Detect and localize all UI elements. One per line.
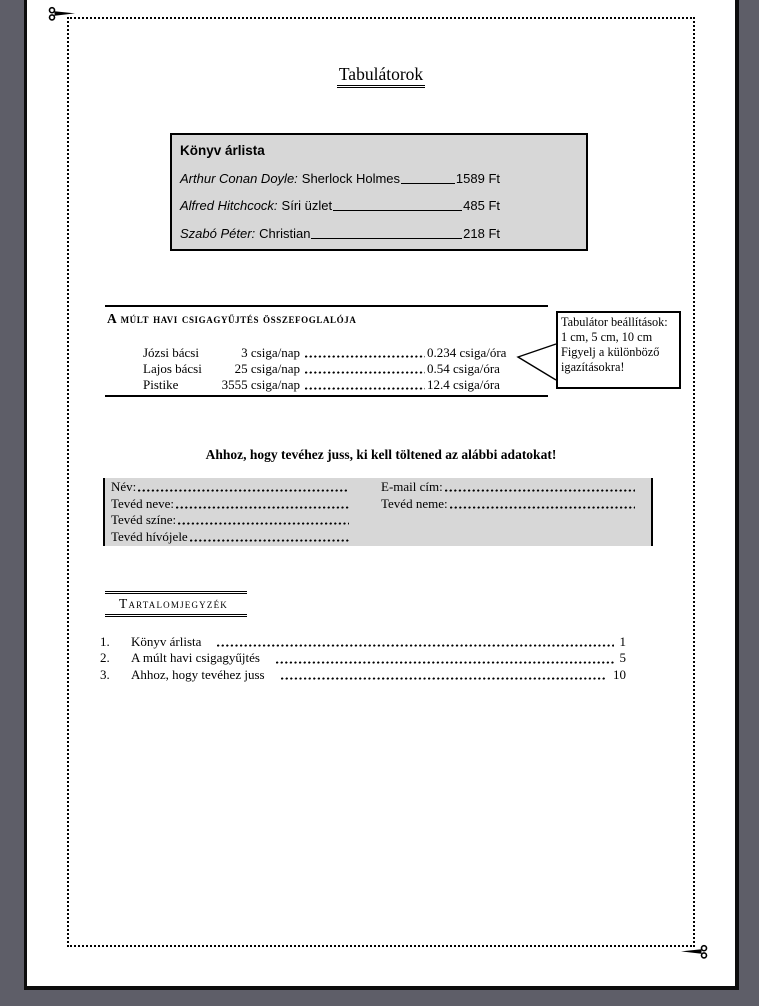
book-title: Sherlock Holmes xyxy=(301,170,401,186)
tab-underscore-leader xyxy=(400,171,456,186)
tab-dot-leader xyxy=(443,479,637,495)
toc-entry-number: 3. xyxy=(100,666,110,682)
book-row xyxy=(180,198,500,213)
snail-summary-section xyxy=(105,305,548,397)
data-form-box xyxy=(103,478,653,546)
tab-dot-leader xyxy=(303,345,427,361)
book-price: 485 Ft xyxy=(463,198,500,213)
toc-entry xyxy=(100,634,626,650)
toc-entry xyxy=(100,667,626,683)
toc-entry-label: Könyv árlista xyxy=(131,634,202,649)
tab-dot-leader xyxy=(279,667,609,683)
tab-dot-leader xyxy=(136,479,351,495)
tab-underscore-leader xyxy=(332,198,463,213)
tab-dot-leader xyxy=(303,377,427,393)
book-list-header: Könyv árlista xyxy=(180,143,265,158)
form-intro-line: Ahhoz, hogy tevéhez juss, ki kell töltened az alábbi adatokat! xyxy=(205,447,557,462)
collector-name: Pistike xyxy=(143,377,179,392)
callout-pointer-lines xyxy=(508,333,560,385)
form-field-label: Név: xyxy=(111,479,137,494)
snails-per-hour: 0.54 csiga/óra xyxy=(427,361,500,376)
book-row xyxy=(180,171,500,186)
page-title-text: Tabulátorok xyxy=(337,64,425,88)
snails-per-day: 25 csiga/nap xyxy=(234,361,300,376)
tab-dot-leader xyxy=(174,496,351,512)
tab-dot-leader xyxy=(448,496,637,512)
form-field-label: Tevéd neve: xyxy=(111,495,174,511)
collector-name: Lajos bácsi xyxy=(143,361,202,376)
form-field xyxy=(111,496,351,512)
scissors-icon xyxy=(680,944,708,960)
toc-entry-page: 5 xyxy=(619,650,626,666)
toc-entry xyxy=(100,650,626,666)
toc-list xyxy=(100,634,626,683)
toc-entry-number: 1. xyxy=(100,634,110,649)
book-author: Szabó Péter: xyxy=(180,225,256,241)
callout-box xyxy=(556,311,681,389)
form-field xyxy=(111,529,351,545)
book-title: Christian xyxy=(259,225,311,241)
snails-per-day: 3555 csiga/nap xyxy=(221,377,300,392)
form-field-label: Tevéd neme: xyxy=(381,495,448,511)
form-field-label: Tevéd hívójele xyxy=(111,528,188,544)
snails-per-hour: 12.4 csiga/óra xyxy=(427,377,500,392)
toc-entry-label: Ahhoz, hogy tevéhez juss xyxy=(131,666,265,682)
form-row xyxy=(105,512,651,529)
tab-dot-leader xyxy=(188,529,351,545)
tab-dot-leader xyxy=(176,512,351,528)
snail-row xyxy=(105,345,548,361)
book-price: 218 Ft xyxy=(463,225,500,241)
form-row xyxy=(105,479,651,496)
book-row xyxy=(180,226,500,241)
snails-per-day: 3 csiga/nap xyxy=(241,345,300,360)
toc-heading: Tartalomjegyzék xyxy=(105,591,247,617)
collector-name: Józsi bácsi xyxy=(143,345,199,360)
callout-text-line: Tabulátor beállítások: 1 cm, 5 cm, 10 cm xyxy=(561,315,668,344)
snail-row xyxy=(105,377,548,393)
page-title xyxy=(67,64,695,85)
form-row xyxy=(105,496,651,513)
form-field-label: E-mail cím: xyxy=(381,479,443,494)
tab-dot-leader xyxy=(274,650,616,666)
snail-rows xyxy=(105,345,548,393)
tab-dot-leader xyxy=(303,361,427,377)
form-row xyxy=(105,529,651,546)
form-field xyxy=(111,512,351,528)
toc-entry-number: 2. xyxy=(100,650,110,666)
book-price-list-box xyxy=(170,133,588,251)
form-field xyxy=(111,479,351,495)
book-price: 1589 Ft xyxy=(455,170,500,186)
snail-section-heading: A múlt havi csigagyűjtés összefoglalója xyxy=(107,311,357,326)
book-author: Arthur Conan Doyle: xyxy=(180,170,298,186)
tab-underscore-leader xyxy=(310,226,463,241)
form-field xyxy=(381,496,637,512)
scissors-icon xyxy=(48,6,76,22)
toc-entry-label: A múlt havi csigagyűjtés xyxy=(131,650,260,666)
callout-text-line: Figyelj a különböző igazításokra! xyxy=(561,345,660,374)
tab-dot-leader xyxy=(215,634,615,650)
snails-per-hour: 0.234 csiga/óra xyxy=(427,345,507,360)
form-field xyxy=(381,479,637,495)
form-field-label: Tevéd színe: xyxy=(111,512,177,527)
toc-entry-page: 1 xyxy=(619,634,626,649)
book-author: Alfred Hitchcock: xyxy=(180,198,278,213)
toc-entry-page: 10 xyxy=(613,666,626,682)
book-title: Síri üzlet xyxy=(281,198,333,213)
snail-row xyxy=(105,361,548,377)
